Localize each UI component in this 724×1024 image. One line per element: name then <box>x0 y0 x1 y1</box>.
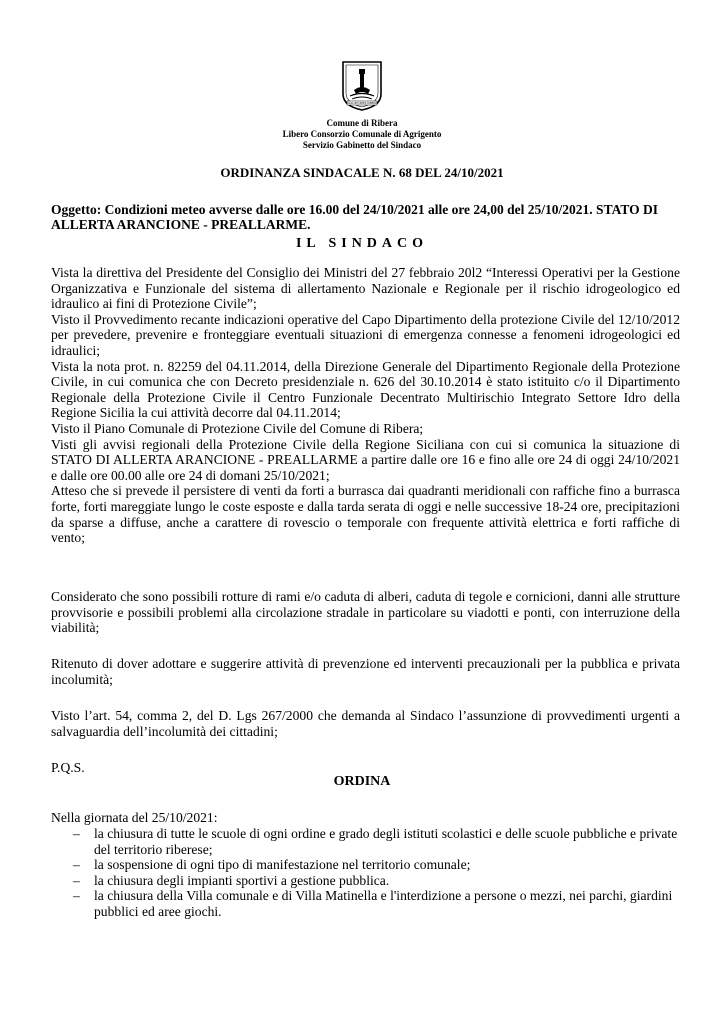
subject: Oggetto: Condizioni meteo avverse dalle ore 16.00 del 24/10/2021 alle ore 24,00 del 25/10/2021. STATO DI ALLERTA ARANCIONE - PREALLARME. <box>51 202 658 232</box>
considerato-paragraph: Considerato che sono possibili rotture di rami e/o caduta di alberi, caduta di tegole e cornicioni, danni alle strutture provvisorie e possibili problemi alla circolazione stradale in particolare su viadotti e ponti, con interruzione della viabilità; <box>51 589 680 636</box>
il-sindaco-heading: IL SINDACO <box>295 236 429 251</box>
comune-name: Comune di Ribera <box>326 118 398 128</box>
order-text: la chiusura di tutte le scuole di ogni ordine e grado degli istituti scolastici e delle scuole pubbliche e private del territorio riberese; <box>94 826 678 857</box>
office-name: Servizio Gabinetto del Sindaco <box>302 140 422 150</box>
list-item <box>51 873 691 889</box>
dash-bullet: – <box>73 857 80 873</box>
date-intro: Nella giornata del 25/10/2021: <box>51 810 218 825</box>
ritenuto-paragraph: Ritenuto di dover adottare e suggerire attività di prevenzione ed interventi precauzionali per la pubblica e privata incolumità; <box>51 656 680 687</box>
list-item <box>51 857 691 873</box>
visto-paragraph: Visto l’art. 54, comma 2, del D. Lgs 267/2000 che demanda al Sindaco l’assunzione di provvedimenti urgenti a salvaguardia dell’incolumità dei cittadini; <box>51 708 680 739</box>
order-text: la sospensione di ogni tipo di manifestazione nel territorio comunale; <box>94 857 471 873</box>
pqs-label: P.Q.S. <box>51 760 85 775</box>
order-text: la chiusura della Villa comunale e di Villa Matinella e l'interdizione a persone o mezzi, nei parchi, giardini pubblici ed aree giochi. <box>94 888 673 919</box>
crest-motto: SIGILLUM URBIS RIBERAE <box>345 102 379 106</box>
crest-icon <box>340 60 384 112</box>
list-item <box>51 826 691 857</box>
dash-bullet: – <box>73 872 80 888</box>
consorzio-name: Libero Consorzio Comunale di Agrigento <box>282 129 442 139</box>
ordina-heading: ORDINA <box>333 774 391 789</box>
orders-list <box>51 826 691 920</box>
premises-paragraph: Vista la direttiva del Presidente del Consiglio dei Ministri del 27 febbraio 20l2 “Interessi Operativi per la Gestione Organizzativa e Funzionale del sistema di allertamento Nazionale e Regionale per il rischio idrogeologico ed idraulico ai fini di Protezione Civile”; Visto il Provvedimento recante indicazioni operative del Capo Dipartimento della protezione Civile del 12/10/2012 per prevedere, prevenire e fronteggiare eventuali situazioni di emergenza connesse a fenomeni idrogeologici ed idraulici; Vista la nota prot. n. 82259 del 04.11.2014, della Direzione Generale del Dipartimento Regionale della Protezione Civile, in cui comunica che con Decreto presidenziale n. 626 del 30.10.2014 è stato istituito c/o il Dipartimento Regionale della Protezione Civile il Centro Funzionale Decentrato Multirischio Integrato Settore Idro della Regione Sicilia la cui attività decorre dal 04.11.2014; Visto il Piano Comunale di Protezione Civile del Comune di Ribera; Visti gli avvisi regionali della Protezione Civile della Regione Siciliana con cui si comunica la situazione di STATO DI ALLERTA ARANCIONE - PREALLARME a partire dalle ore 16 e fino alle ore 24 di oggi 24/10/2021 e dalle ore 00.00 alle ore 24 di domani 25/10/2021; Atteso che si prevede il persistere di venti da forti a burrasca dai quadranti meridionali con raffiche fino a burrasca forte, forti mareggiate lungo le coste esposte e dalla tarda serata di oggi e nelle successive 18-24 ore, precipitazioni da sparse a diffuse, anche a carattere di rovescio o temporale con frequente attività elettrica e forti raffiche di vento; <box>51 265 680 546</box>
dash-bullet: – <box>73 826 80 841</box>
dash-bullet: – <box>73 888 80 904</box>
ordinance-title: ORDINANZA SINDACALE N. 68 DEL 24/10/2021 <box>220 165 504 180</box>
list-item <box>51 888 691 919</box>
order-text: la chiusura degli impianti sportivi a gestione pubblica. <box>94 872 390 888</box>
